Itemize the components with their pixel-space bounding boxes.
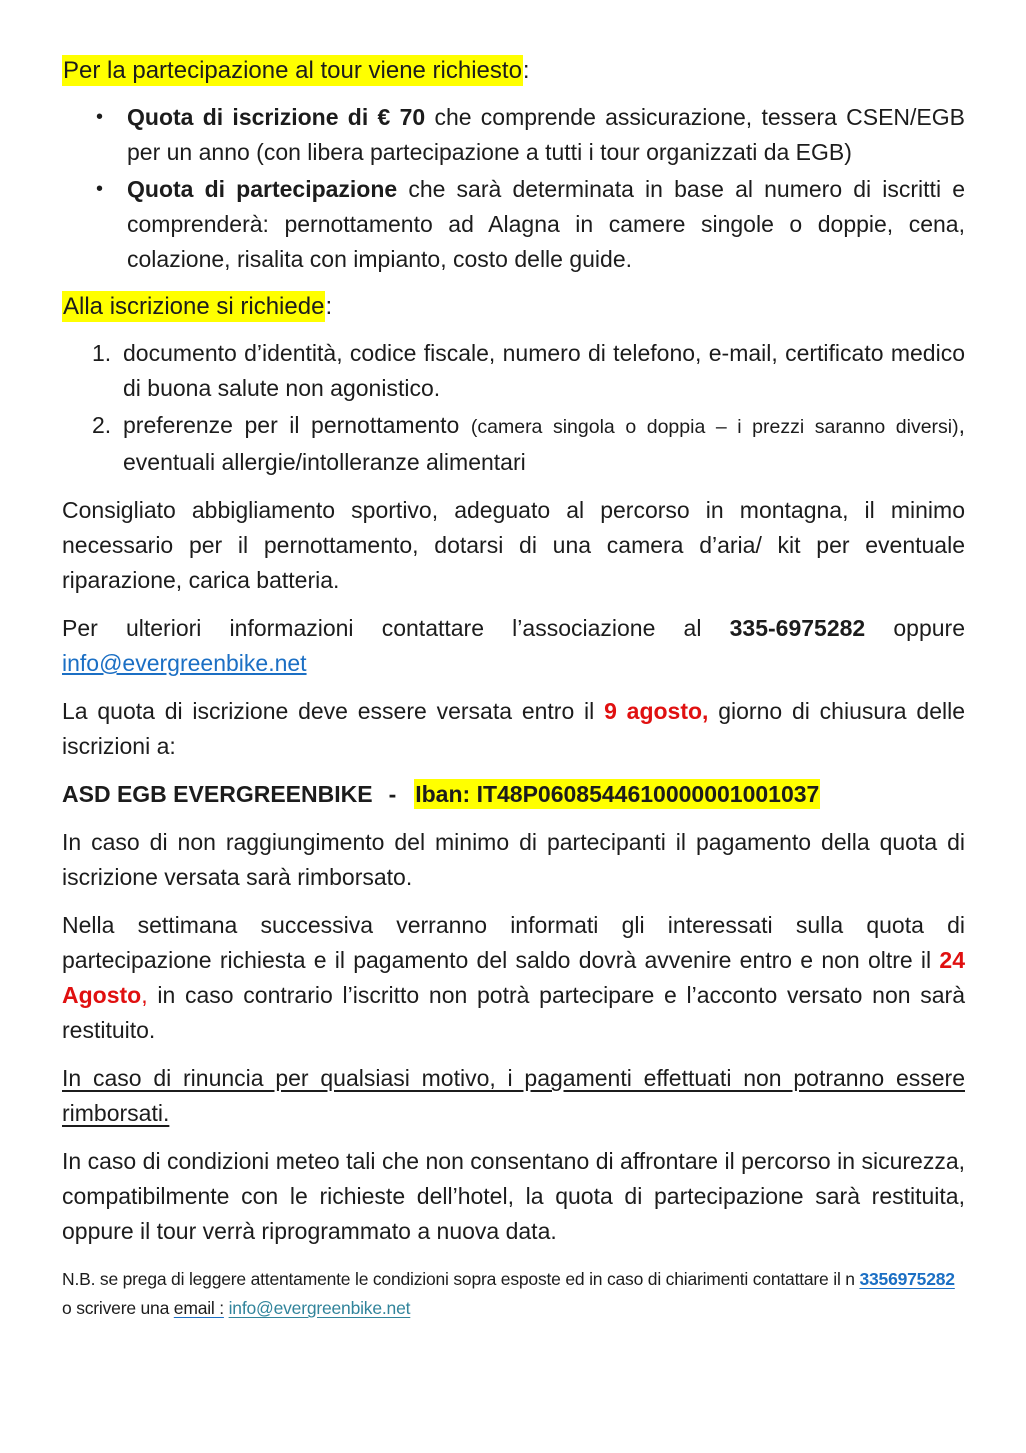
balance-tail: in caso contrario l’iscritto non potrà partecipare e l’acconto versato non sarà restituito.: [62, 982, 965, 1043]
list-item-participation-fee: [96, 172, 965, 277]
cancellation-paragraph: In caso di rinuncia per qualsiasi motivo, i pagamenti effettuati non potranno essere rimborsati.: [62, 1065, 965, 1126]
weather-paragraph: In caso di condizioni meteo tali che non consentano di affrontare il percorso in sicurezza, compatibilmente con le richieste dell’hotel, la quota di partecipazione sarà restituita, oppure il tour verrà riprogrammato a nuova data.: [62, 1148, 965, 1244]
number-marker: 1.: [92, 340, 112, 366]
preferences-tail: , eventuali allergie/intolleranze alimentari: [123, 412, 965, 475]
list-item-text: [127, 172, 965, 277]
footnote-email-label[interactable]: email :: [173, 1298, 224, 1318]
intro-heading-highlight: Per la partecipazione al tour viene richiesto: [63, 57, 522, 84]
clothing-paragraph: Consigliato abbigliamento sportivo, adeguato al percorso in montagna, il minimo necessario per il pernottamento, dotarsi di una camera d’aria/ kit per eventuale riparazione, carica batteria.: [62, 497, 965, 593]
enrollment-heading: [62, 290, 965, 324]
preferences-lead: preferenze per il pernottamento: [123, 412, 471, 438]
footnote-mid: o scrivere una: [62, 1298, 174, 1318]
payment-deadline-paragraph: [62, 694, 965, 764]
balance-red-comma: ,: [141, 982, 148, 1008]
list-item-text: [127, 100, 965, 170]
balance-deadline-date: 24 Agosto: [62, 947, 965, 1008]
bullet-icon: •: [96, 178, 104, 200]
footnote: [62, 1265, 965, 1323]
bank-details-line: [62, 777, 965, 812]
participation-fee-rest: che sarà determinata in base al numero di iscritti e comprenderà: pernottamento ad Alagna in camere singole o doppie, cena, colazione, risalita con impianto, costo delle guide.: [127, 176, 965, 272]
documents-list: [62, 336, 965, 480]
enrollment-heading-highlight: Alla iscrizione si richiede: [63, 293, 325, 320]
requirements-list: [62, 100, 965, 277]
iban-highlight: Iban: IT48P0608544610000001001037: [415, 781, 820, 807]
registration-fee-rest: che comprende assicurazione, tessera CSEN/EGB per un anno (con libera partecipazione a tutti i tour organizzati da EGB): [127, 104, 965, 165]
footnote-lead: N.B. se prega di leggere attentamente le condizioni sopra esposte ed in caso di chiarimenti contattare il n: [62, 1269, 860, 1289]
registration-fee-bold: Quota di iscrizione di € 70: [127, 104, 426, 130]
association-name: ASD EGB EVERGREENBIKE: [62, 781, 373, 807]
enrollment-heading-colon: :: [325, 293, 333, 320]
intro-heading-colon: :: [522, 57, 530, 84]
contact-lead: Per ulteriori informazioni contattare l’associazione al: [62, 615, 730, 641]
footnote-phone-link[interactable]: 3356975282: [859, 1269, 955, 1289]
balance-lead: Nella settimana successiva verranno informati gli interessati sulla quota di partecipazione richiesta e il pagamento del saldo dovrà avvenire entro e non oltre il: [62, 912, 965, 973]
number-marker: 2.: [92, 412, 112, 438]
deadline-lead: La quota di iscrizione deve essere versata entro il: [62, 698, 605, 724]
email-link[interactable]: info@evergreenbike.net: [62, 650, 307, 676]
footnote-email-link[interactable]: info@evergreenbike.net: [228, 1298, 411, 1318]
contact-mid: oppure: [865, 615, 965, 641]
intro-heading: [62, 54, 965, 88]
preferences-parenthetical: (camera singola o doppia – i prezzi saranno diversi): [470, 416, 959, 438]
list-item-preferences: [92, 408, 965, 480]
deadline-date: 9 agosto,: [604, 698, 709, 724]
contact-phone-number: 335-6975282: [729, 615, 866, 641]
list-item-documents: [92, 336, 965, 406]
list-item-registration-fee: [96, 100, 965, 170]
refund-paragraph: In caso di non raggiungimento del minimo di partecipanti il pagamento della quota di iscrizione versata sarà rimborsato.: [62, 829, 965, 890]
list-item-text: documento d’identità, codice fiscale, numero di telefono, e-mail, certificato medico di buona salute non agonistico.: [123, 340, 965, 401]
contact-paragraph: [62, 611, 965, 681]
participation-fee-bold: Quota di partecipazione: [127, 176, 398, 202]
deadline-tail: giorno di chiusura delle iscrizioni a:: [62, 698, 965, 759]
bullet-icon: •: [96, 106, 104, 128]
list-item-text: [123, 408, 965, 480]
separator-dash: -: [388, 781, 397, 807]
balance-paragraph: [62, 908, 965, 1048]
